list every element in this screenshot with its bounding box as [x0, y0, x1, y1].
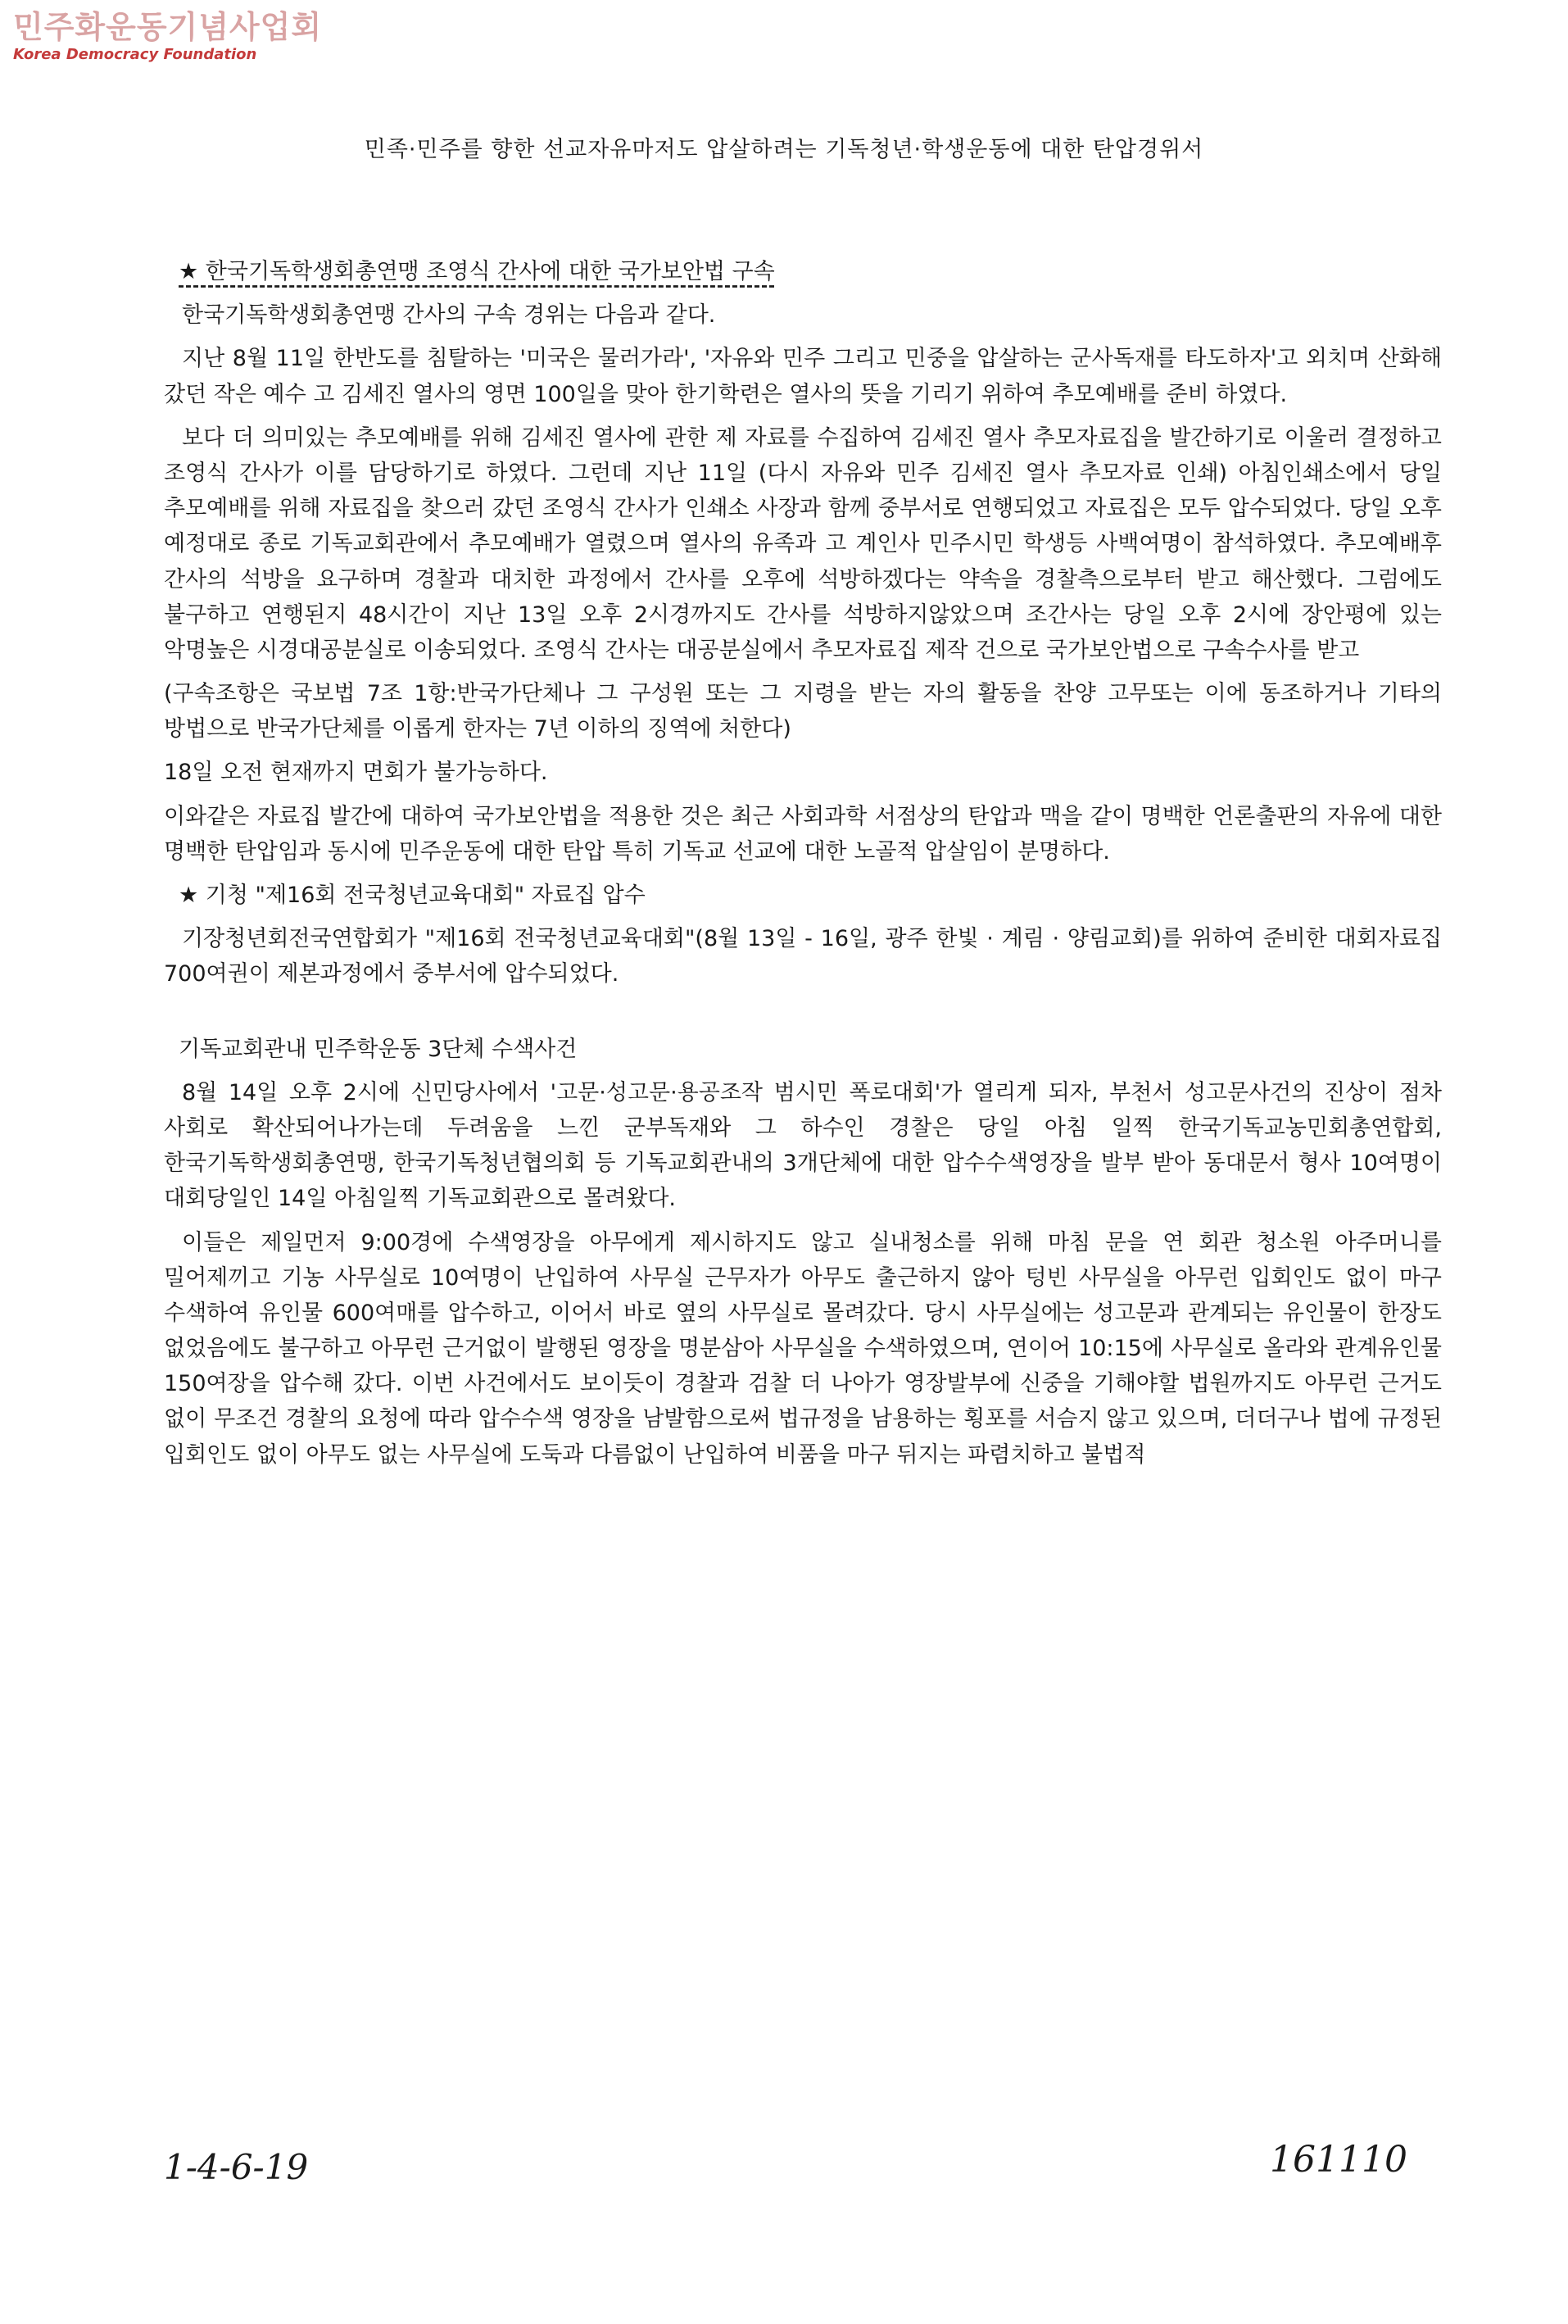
section-heading: ★ 기청 "제16회 전국청년교육대회" 자료집 압수 [179, 883, 646, 908]
paragraph: 한국기독학생회총연맹 간사의 구속 경위는 다음과 같다. [182, 302, 716, 329]
section-seizure [164, 878, 1442, 992]
watermark-english: Korea Democracy Foundation [13, 45, 257, 63]
foundation-watermark [13, 11, 322, 63]
watermark-korean: 민주화운동기념사업회 [13, 9, 323, 45]
archive-mark-left: 1-4-6-19 [164, 2147, 309, 2187]
paragraph: 이와같은 자료집 발간에 대하여 국가보안법을 적용한 것은 최근 사회과학 서점상의 탄압과 맥을 같이 명백한 언론출판의 자유에 대한 명백한 탄압임과 동시에 민주운동에 대한 탄압 특히 기독교 선교에 대한 노골적 압살임이 분명하다. [164, 803, 1442, 865]
document-body [164, 254, 1442, 1481]
archive-mark-right: 161110 [1270, 2139, 1407, 2181]
paragraph: 지난 8월 11일 한반도를 침탈하는 '미국은 물러가라', '자유와 민주 그리고 민중을 압살하는 군사독재를 타도하자'고 외치며 산화해 갔던 작은 예수 고 김세진 열사의 영면 100일을 맞아 한기학련은 열사의 뜻을 기리기 위하여 추모예배를 준비 하였다. [164, 346, 1442, 407]
paragraph: 이들은 제일먼저 9:00경에 수색영장을 아무에게 제시하지도 않고 실내청소를 위해 마침 문을 연 회관 청소원 아주머니를 밀어제끼고 기농 사무실로 10여명이 난입하여 사무실 근무자가 아무도 출근하지 않아 텅빈 사무실을 아무런 입회인도 없이 마구 수색하여 유인물 600여매를 압수하고, 이어서 바로 옆의 사무실로 몰려갔다. 당시 사무실에는 성고문과 관계되는 유인물이 한장도 없었음에도 불구하고 아무런 근거없이 발행된 영장을 명분삼아 사무실을 수색하였으며, 연이어 10:15에 사무실로 올라와 관계유인물 150여장을 압수해 갔다. 이번 사건에서도 보이듯이 경찰과 검찰 더 나아가 영장발부에 신중을 기해야할 법원까지도 아무런 근거도 없이 무조건 경찰의 요청에 따라 압수수색 영장을 남발함으로써 법규정을 남용하는 횡포를 서슴지 않고 있으며, 더더구나 법에 규정된 입회인도 없이 아무도 없는 사무실에 도둑과 다름없이 난입하여 비품을 마구 뒤지는 파렴치하고 불법적 [164, 1229, 1442, 1468]
paragraph: 보다 더 의미있는 추모예배를 위해 김세진 열사에 관한 제 자료를 수집하여 김세진 열사 추모자료집을 발간하기로 이울러 결정하고 조영식 간사가 이를 담당하기로 하였다. 그런데 지난 11일 (다시 자유와 민주 김세진 열사 추모자료 인쇄) 아침인쇄소에서 당일 추모예배를 위해 자료집을 찾으러 갔던 조영식 간사가 인쇄소 사장과 함께 중부서로 연행되었고 자료집은 모두 압수되었다. 당일 오후 예정대로 종로 기독교회관에서 추모예배가 열렸으며 열사의 유족과 고 계인사 민주시민 학생등 사백여명이 참석하였다. 추모예배후 간사의 석방을 요구하며 경찰과 대치한 과정에서 간사를 오후에 석방하겠다는 약속을 경찰측으로부터 받고 해산했다. 그럼에도 불구하고 연행된지 48시간이 지난 13일 오후 2시경까지도 간사를 석방하지않았으며 조간사는 당일 오후 2시에 장안평에 있는 악명높은 시경대공분실로 이송되었다. 조영식 간사는 대공분실에서 추모자료집 제작 건으로 국가보안법으로 구속수사를 받고 [164, 424, 1442, 663]
paragraph: 8월 14일 오후 2시에 신민당사에서 '고문·성고문·용공조작 범시민 폭로대회'가 열리게 되자, 부천서 성고문사건의 진상이 점차 사회로 확산되어나가는데 두려움을 느낀 군부독재와 그 하수인 경찰은 당일 아침 일찍 한국기독교농민회총연합회, 한국기독학생회총연맹, 한국기독청년협의회 등 기독교회관내의 3개단체에 대한 압수수색영장을 발부 받아 동대문서 형사 10여명이 대회당일인 14일 아침일찍 기독교회관으로 몰려왔다. [164, 1079, 1442, 1212]
paragraph: 18일 오전 현재까지 면회가 불가능하다. [164, 760, 548, 786]
section-arrest [164, 254, 1442, 869]
paragraph: 기장청년회전국연합회가 "제16회 전국청년교육대회"(8월 13일 - 16일, 광주 한빛 · 계림 · 양림교회)를 위하여 준비한 대회자료집 700여권이 제본과정에서 중부서에 압수되었다. [164, 926, 1442, 987]
section-heading: ★ 한국기독학생회총연맹 조영식 간사에 대한 국가보안법 구속 [179, 259, 775, 284]
document-title: 민족·민주를 향한 선교자유마저도 압살하려는 기독청년·학생운동에 대한 탄압경위서 [364, 137, 1204, 162]
section-heading: 기독교회관내 민주학운동 3단체 수색사건 [179, 1036, 578, 1062]
section-search [164, 1032, 1442, 1473]
paragraph: (구속조항은 국보법 7조 1항:반국가단체나 그 구성원 또는 그 지령을 받는 자의 활동을 찬양 고무또는 이에 동조하거나 기타의 방법으로 반국가단체를 이롭게 한자는 7년 이하의 징역에 처한다) [164, 681, 1442, 742]
section-spacer [164, 1001, 1442, 1032]
